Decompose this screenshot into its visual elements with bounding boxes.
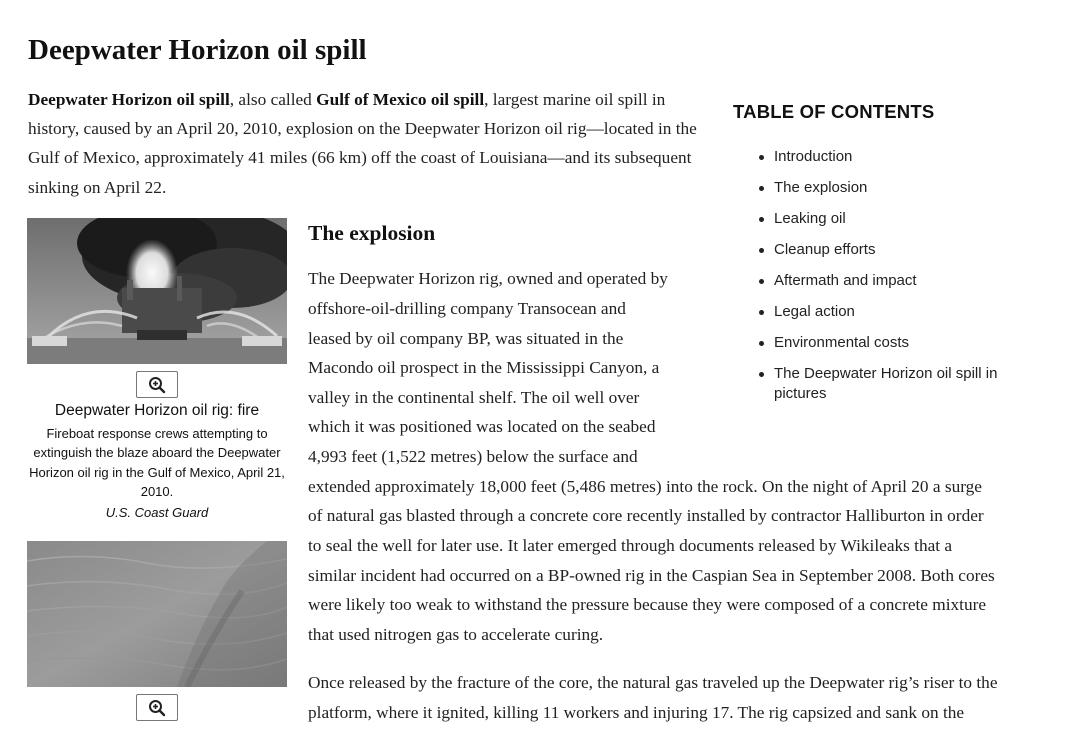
- section-heading: The explosion: [308, 221, 436, 245]
- toc-link[interactable]: Leaking oil: [774, 210, 846, 227]
- oil-slick-photo[interactable]: [27, 541, 287, 687]
- magnify-plus-icon: [148, 376, 166, 394]
- paragraph-line: Macondo oil prospect in the Mississippi Canyon, a: [308, 358, 660, 377]
- toc-link[interactable]: Cleanup efforts: [774, 241, 876, 258]
- oil-rig-fire-photo[interactable]: [27, 218, 287, 364]
- toc-item-introduction[interactable]: [733, 147, 1033, 167]
- toc-title: TABLE OF CONTENTS: [733, 101, 935, 122]
- toc-item-environmental[interactable]: [733, 333, 1033, 353]
- toc-link[interactable]: The explosion: [774, 179, 868, 196]
- table-of-contents: [733, 101, 1033, 415]
- caption-title: Deepwater Horizon oil rig: fire: [54, 402, 260, 419]
- paragraph-line: that used nitrogen gas to accelerate curing.: [308, 625, 604, 644]
- paragraph-line: which it was positioned was located on the seabed: [308, 417, 656, 436]
- toc-link[interactable]: Environmental costs: [774, 334, 910, 351]
- paragraph-line: of natural gas blasted through a concrete core recently installed by contractor Halliburton in order: [308, 506, 984, 525]
- paragraph-line: similar incident had occurred on a BP-owned rig in the Caspian Sea in September 2008. Both cores: [308, 566, 995, 585]
- paragraph-line: offshore-oil-drilling company Transocean and: [308, 299, 626, 318]
- intro-text-1: , also called: [229, 90, 317, 109]
- intro-bold-alias: Gulf of Mexico oil spill: [316, 90, 485, 109]
- toc-item-cleanup[interactable]: [733, 240, 1033, 260]
- intro-text-2: , largest marine oil spill in history, caused by an April 20, 2010, explosion on the Deepwater Horizon oil rig—located in the Gulf of Mexico, approximately 41 miles (66 km) off the coast of Louisiana—and its subsequent sinking on April 22.: [28, 90, 697, 197]
- article-intro: [28, 85, 708, 202]
- paragraph-line: 4,993 feet (1,522 metres) below the surface and: [308, 447, 638, 466]
- paragraph-line: leased by oil company BP, was situated in the: [308, 329, 624, 348]
- magnify-plus-icon: [148, 699, 166, 717]
- intro-bold-term: Deepwater Horizon oil spill: [28, 90, 230, 109]
- paragraph-line: to seal the well for later use. It later emerged through documents released by Wikileaks that a: [308, 536, 953, 555]
- article-title: Deepwater Horizon oil spill: [28, 34, 367, 66]
- paragraph-line: Once released by the fracture of the core, the natural gas traveled up the Deepwater rig’s riser to the: [308, 673, 998, 692]
- caption-credit: U.S. Coast Guard: [105, 505, 209, 521]
- toc-item-pictures[interactable]: [733, 364, 1033, 404]
- toc-link[interactable]: Introduction: [774, 148, 853, 165]
- toc-list: [733, 147, 1033, 404]
- caption-text: Fireboat response crews attempting to extinguish the blaze aboard the Deepwater Horizon oil rig in the Gulf of Mexico, April 21, 2010.: [29, 426, 285, 499]
- paragraph-line: were likely too weak to withstand the pressure because they were composed of a concrete mixture: [308, 595, 987, 614]
- zoom-image-button[interactable]: [136, 694, 178, 721]
- paragraph-line: extended approximately 18,000 feet (5,486 metres) into the rock. On the night of April 20 a surge: [308, 477, 982, 496]
- oil-slick-image: [27, 541, 287, 687]
- toc-link[interactable]: The Deepwater Horizon oil spill in pictures: [774, 365, 998, 402]
- oil-rig-fire-image: [27, 218, 287, 364]
- toc-link[interactable]: Aftermath and impact: [774, 272, 917, 289]
- toc-item-leaking-oil[interactable]: [733, 209, 1033, 229]
- toc-item-aftermath[interactable]: [733, 271, 1033, 291]
- toc-link[interactable]: Legal action: [774, 303, 855, 320]
- paragraph-line: platform, where it ignited, killing 11 workers and injuring 17. The rig capsized and sank on the: [308, 703, 965, 722]
- paragraph-line: valley in the continental shelf. The oil well over: [308, 388, 640, 407]
- zoom-image-button[interactable]: [136, 371, 178, 398]
- figure-caption: [27, 401, 287, 522]
- toc-item-explosion[interactable]: [733, 178, 1033, 198]
- toc-item-legal[interactable]: [733, 302, 1033, 322]
- paragraph-line: The Deepwater Horizon rig, owned and operated by: [308, 269, 668, 288]
